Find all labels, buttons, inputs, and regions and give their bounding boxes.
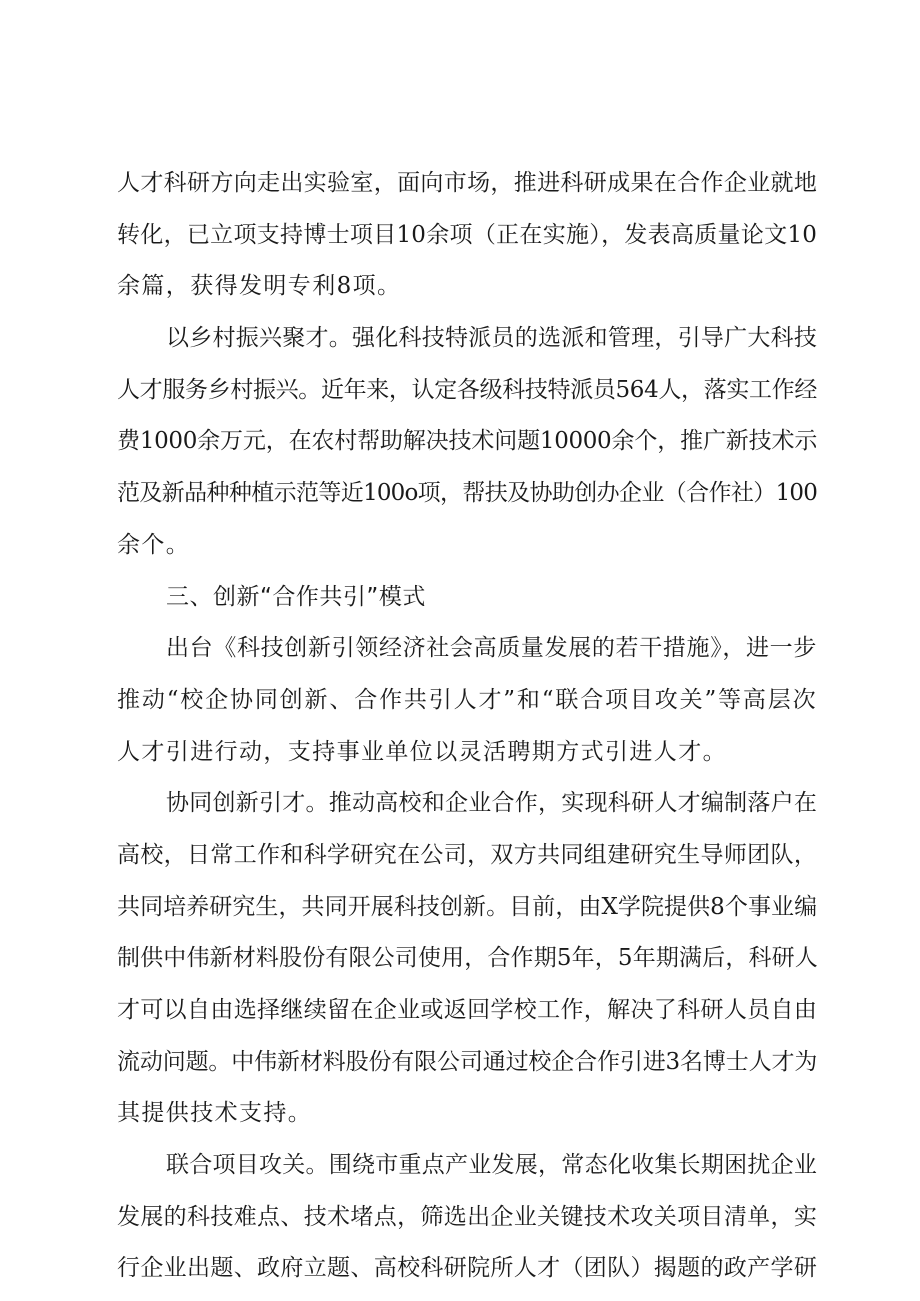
text-line: 联合项目攻关。围绕市重点产业发展，常态化收集长期困扰企业 [166, 1152, 817, 1179]
text-line: 人才科研方向走出实验室，面向市场，推进科研成果在合作企业就地 [117, 170, 817, 196]
paragraph-policy-measures [117, 623, 817, 778]
paragraph-research-results [117, 158, 817, 313]
text-line: 流动问题。中伟新材料股份有限公司通过校企合作引进3名博士人才为 [117, 1048, 817, 1075]
text-line: 转化，已立项支持博士项目10余项（正在实施），发表高质量论文10 [117, 221, 817, 248]
text-line: 费1000余万元，在农村帮助解决技术问题10000余个，推广新技术示 [117, 428, 817, 455]
text-line: 出台《科技创新引领经济社会高质量发展的若干措施》，进一步 [166, 635, 817, 662]
text-line: 共同培养研究生，共同开展科技创新。目前，由X学院提供8个事业编 [117, 893, 817, 920]
document-body [117, 158, 817, 1295]
text-line: 其提供技术支持。 [117, 1100, 313, 1127]
paragraph-rural-revitalization [117, 313, 817, 571]
text-line: 推动“校企协同创新、合作共引人才”和“联合项目攻关”等高层次 [117, 686, 817, 713]
text-line: 才可以自由选择继续留在企业或返回学校工作，解决了科研人员自由 [117, 997, 817, 1023]
paragraph-collaborative-innovation [117, 778, 817, 1140]
section-heading: 三、创新“合作共引”模式 [166, 583, 426, 610]
paragraph-joint-projects [117, 1140, 817, 1295]
text-line: 高校，日常工作和科学研究在公司，双方共同组建研究生导师团队， [117, 841, 817, 868]
text-line: 以乡村振兴聚才。强化科技特派员的选派和管理，引导广大科技 [166, 325, 817, 352]
text-line: 范及新品种种植示范等近100o项，帮扶及协助创办企业（合作社）100 [117, 480, 817, 507]
text-line: 人才引进行动，支持事业单位以灵活聘期方式引进人才。 [117, 738, 727, 765]
text-line: 制供中伟新材料股份有限公司使用，合作期5年，5年期满后，科研人 [117, 945, 818, 972]
text-line: 发展的科技难点、技术堵点，筛选出企业关键技术攻关项目清单，实 [117, 1203, 817, 1230]
text-line: 人才服务乡村振兴。近年来，认定各级科技特派员564人，落实工作经 [117, 376, 817, 403]
text-line: 协同创新引才。推动高校和企业合作，实现科研人才编制落户在 [166, 790, 817, 817]
text-line: 余个。 [117, 531, 191, 558]
text-line: 余篇，获得发明专利8项。 [117, 273, 402, 300]
text-line: 行企业出题、政府立题、高校科研院所人才（团队）揭题的政产学研 [117, 1255, 817, 1282]
